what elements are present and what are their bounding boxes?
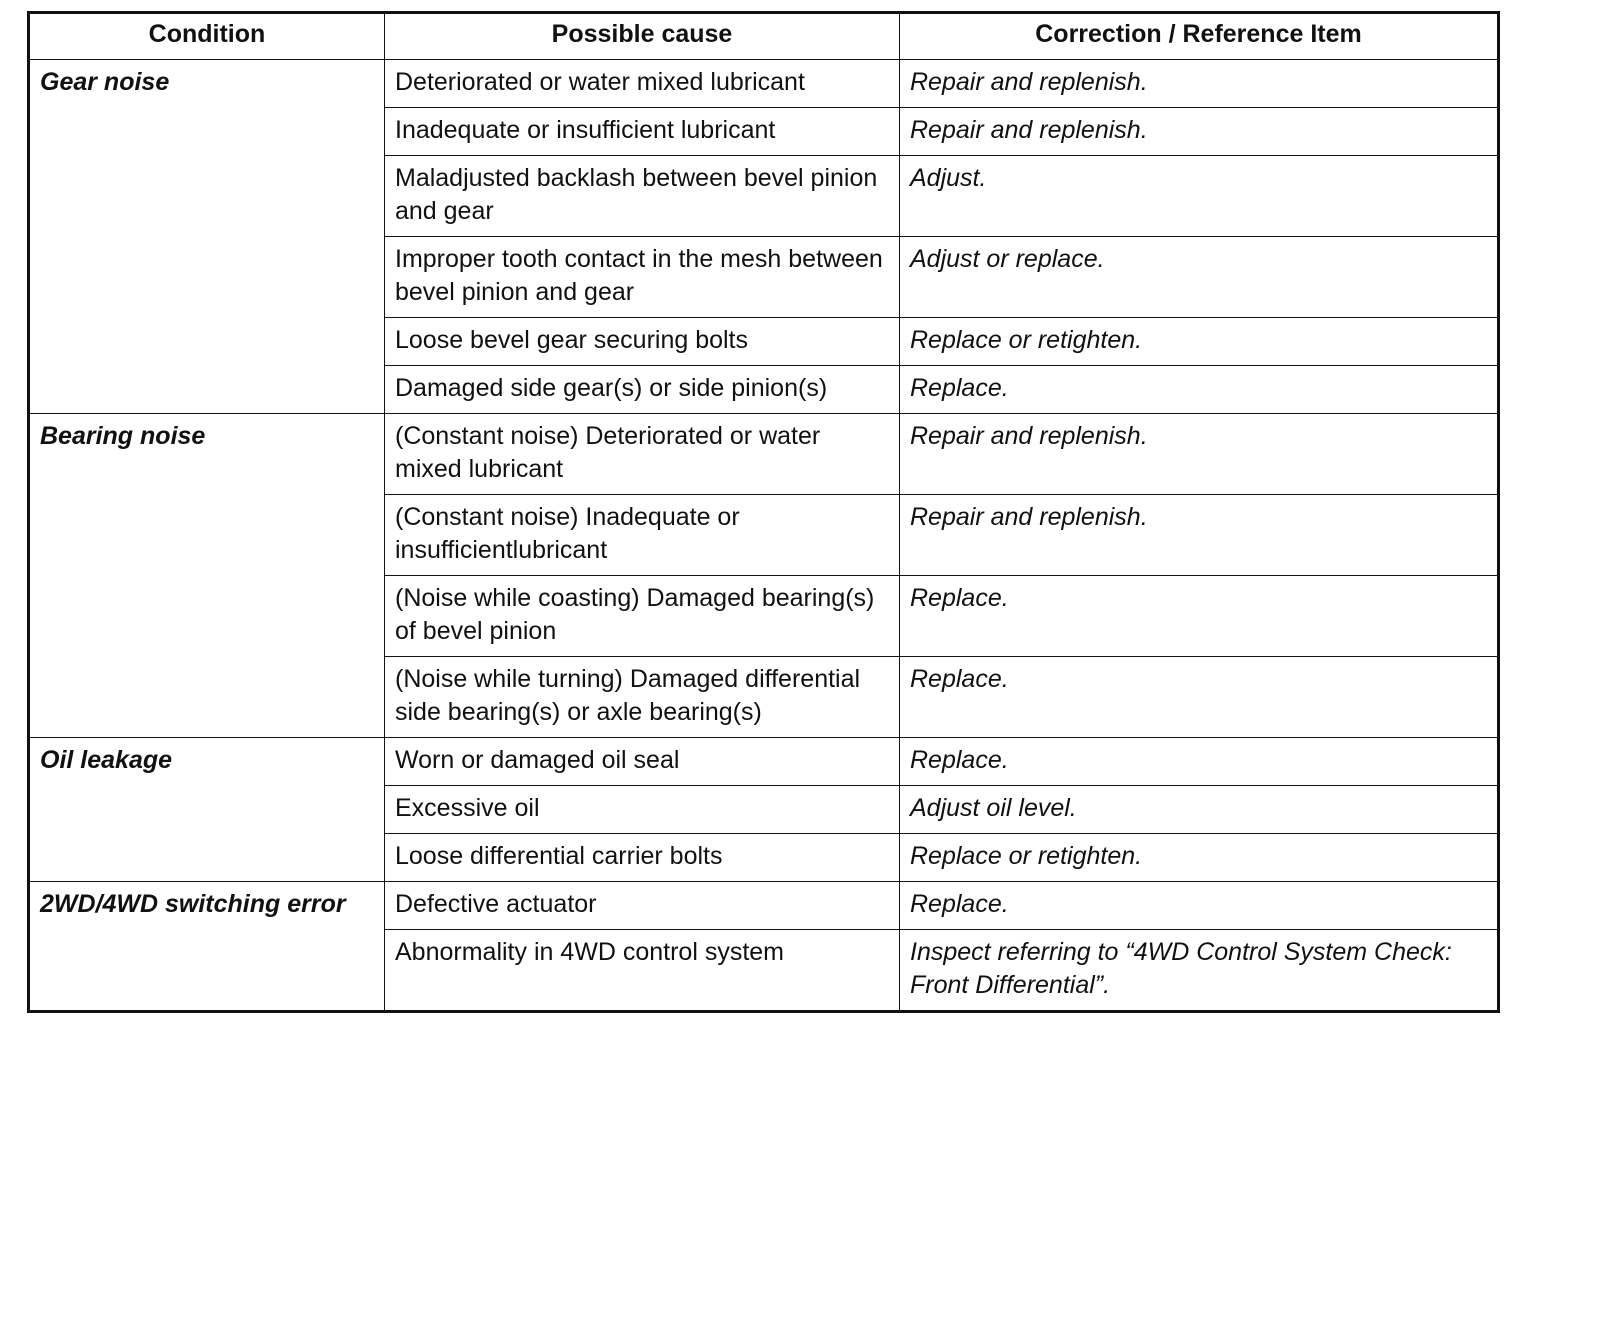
correction-cell: Replace or retighten. [900,318,1499,366]
possible-cause-cell: Excessive oil [385,786,900,834]
possible-cause-cell: Improper tooth contact in the mesh between bevel pinion and gear [385,237,900,318]
condition-cell: 2WD/4WD switching error [29,882,385,1012]
correction-cell: Replace. [900,882,1499,930]
possible-cause-cell: (Constant noise) Inadequate or insufficientlubricant [385,495,900,576]
header-condition: Condition [29,13,385,60]
correction-cell: Replace or retighten. [900,834,1499,882]
correction-cell: Adjust. [900,156,1499,237]
condition-cell: Oil leakage [29,738,385,882]
correction-cell: Adjust or replace. [900,237,1499,318]
correction-cell: Replace. [900,657,1499,738]
correction-cell: Repair and replenish. [900,414,1499,495]
possible-cause-cell: (Noise while coasting) Damaged bearing(s) of bevel pinion [385,576,900,657]
correction-cell: Repair and replenish. [900,60,1499,108]
possible-cause-cell: Loose differential carrier bolts [385,834,900,882]
condition-cell: Bearing noise [29,414,385,738]
possible-cause-cell: Deteriorated or water mixed lubricant [385,60,900,108]
table-row [29,414,1499,495]
correction-cell: Replace. [900,738,1499,786]
condition-cell: Gear noise [29,60,385,414]
correction-cell: Replace. [900,366,1499,414]
possible-cause-cell: (Constant noise) Deteriorated or water mixed lubricant [385,414,900,495]
correction-cell: Replace. [900,576,1499,657]
table-header [29,13,1499,60]
possible-cause-cell: Damaged side gear(s) or side pinion(s) [385,366,900,414]
header-row [29,13,1499,60]
possible-cause-cell: Abnormality in 4WD control system [385,930,900,1012]
table-row [29,882,1499,930]
table-body [29,60,1499,1012]
possible-cause-cell: Inadequate or insufficient lubricant [385,108,900,156]
correction-cell: Repair and replenish. [900,108,1499,156]
possible-cause-cell: Maladjusted backlash between bevel pinion and gear [385,156,900,237]
possible-cause-cell: Worn or damaged oil seal [385,738,900,786]
header-correction: Correction / Reference Item [900,13,1499,60]
troubleshooting-table [27,11,1500,1013]
header-possible-cause: Possible cause [385,13,900,60]
possible-cause-cell: Loose bevel gear securing bolts [385,318,900,366]
correction-cell: Repair and replenish. [900,495,1499,576]
table-row [29,60,1499,108]
correction-cell: Adjust oil level. [900,786,1499,834]
table-row [29,738,1499,786]
possible-cause-cell: Defective actuator [385,882,900,930]
correction-cell: Inspect referring to “4WD Control System Check: Front Differential”. [900,930,1499,1012]
possible-cause-cell: (Noise while turning) Damaged differential side bearing(s) or axle bearing(s) [385,657,900,738]
